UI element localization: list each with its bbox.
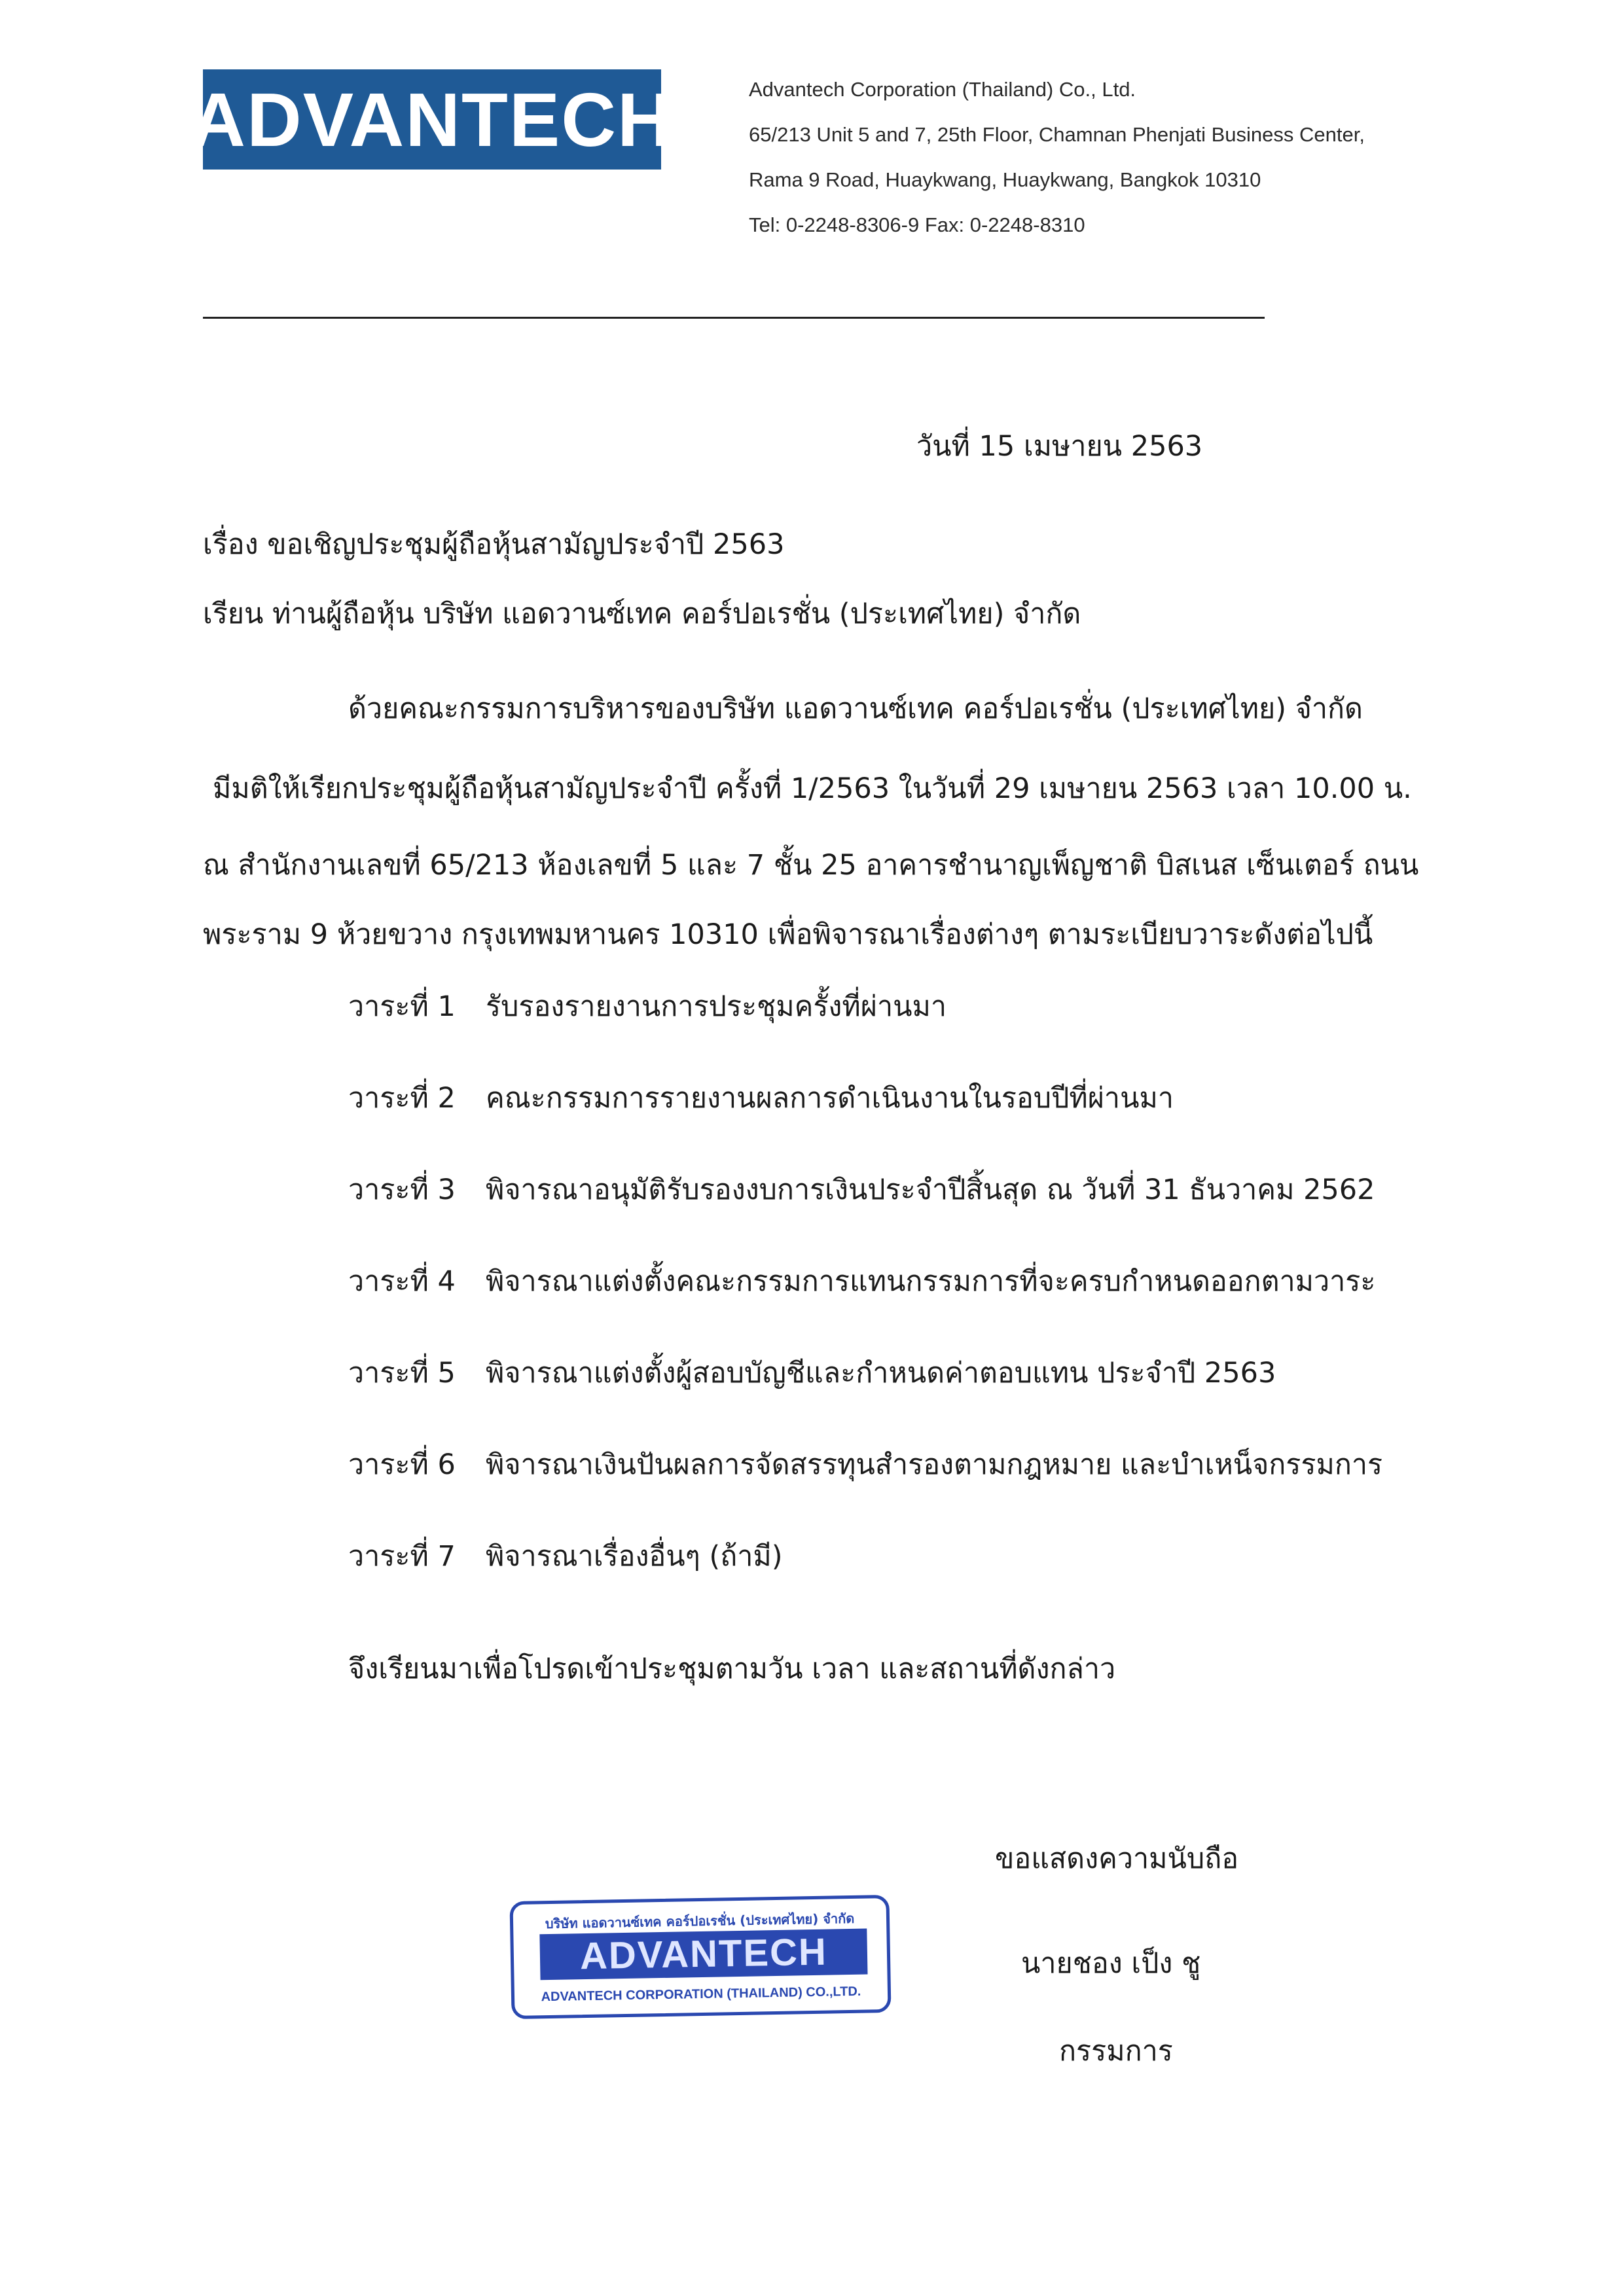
stamp-logo — [539, 1929, 867, 1981]
agenda-text: พิจารณาเงินปันผลการจัดสรรทุนสำรองตามกฎหมาย และบำเหน็จกรรมการ — [486, 1448, 1383, 1481]
letter-date: วันที่ 15 เมษายน 2563 — [916, 430, 1203, 463]
closing-sentence: จึงเรียนมาเพื่อโปรดเข้าประชุมตามวัน เวลา และสถานที่ดังกล่าว — [348, 1653, 1116, 1685]
stamp-logo-text: ADVANTECH — [579, 1930, 828, 1978]
company-info — [749, 73, 1534, 254]
body-line-2: มีมติให้เรียกประชุมผู้ถือหุ้นสามัญประจำปี ครั้งที่ 1/2563 ในวันที่ 29 เมษายน 2563 เวลา 10.00 น. — [213, 772, 1412, 805]
agenda-text: พิจารณาเรื่องอื่นๆ (ถ้ามี) — [486, 1540, 783, 1573]
signer-title: กรรมการ — [1059, 2035, 1173, 2068]
agenda-text: พิจารณาแต่งตั้งผู้สอบบัญชีและกำหนดค่าตอบแทน ประจำปี 2563 — [486, 1357, 1276, 1390]
stamp-english-name: ADVANTECH CORPORATION (THAILAND) CO.,LTD. — [541, 1984, 861, 2005]
agenda-list — [348, 987, 1592, 1628]
header-divider — [203, 317, 1265, 319]
agenda-number: วาระที่ 4 — [348, 1265, 456, 1298]
agenda-number: วาระที่ 7 — [348, 1540, 456, 1573]
letter-recipient: เรียน ท่านผู้ถือหุ้น บริษัท แอดวานซ์เทค คอร์ปอเรชั่น (ประเทศไทย) จำกัด — [203, 598, 1081, 630]
agenda-item-7 — [348, 1537, 1592, 1628]
company-logo — [190, 69, 674, 170]
address-line-2: Rama 9 Road, Huaykwang, Huaykwang, Bangkok 10310 — [749, 168, 1261, 191]
agenda-number: วาระที่ 2 — [348, 1082, 456, 1115]
contact-line: Tel: 0-2248-8306-9 Fax: 0-2248-8310 — [749, 213, 1085, 236]
agenda-item-3 — [348, 1170, 1592, 1262]
body-line-3: ณ สำนักงานเลขที่ 65/213 ห้องเลขที่ 5 และ 7 ชั้น 25 อาคารชำนาญเพ็ญชาติ บิสเนส เซ็นเตอร์ ถนน — [203, 849, 1419, 882]
address-line-1: 65/213 Unit 5 and 7, 25th Floor, Chamnan Phenjati Business Center, — [749, 123, 1365, 146]
signoff: ขอแสดงความนับถือ — [995, 1842, 1239, 1875]
agenda-number: วาระที่ 6 — [348, 1448, 456, 1481]
stamp-thai-name: บริษัท แอดวานซ์เทค คอร์ปอเรชั่น (ประเทศไทย) จำกัด — [545, 1910, 855, 1932]
agenda-text: คณะกรรมการรายงานผลการดำเนินงานในรอบปีที่ผ่านมา — [486, 1082, 1174, 1115]
agenda-item-5 — [348, 1354, 1592, 1445]
agenda-item-1 — [348, 987, 1592, 1079]
agenda-item-6 — [348, 1445, 1592, 1537]
agenda-number: วาระที่ 3 — [348, 1174, 456, 1206]
agenda-text: พิจารณาอนุมัติรับรองงบการเงินประจำปีสิ้นสุด ณ วันที่ 31 ธันวาคม 2562 — [486, 1174, 1375, 1206]
signer-name: นายชอง เป็ง ชู — [1021, 1947, 1201, 1980]
agenda-text: พิจารณาแต่งตั้งคณะกรรมการแทนกรรมการที่จะครบกำหนดออกตามวาระ — [486, 1265, 1376, 1298]
body-line-1: ด้วยคณะกรรมการบริหารของบริษัท แอดวานซ์เทค คอร์ปอเรชั่น (ประเทศไทย) จำกัด — [348, 692, 1363, 725]
company-stamp — [509, 1895, 891, 2019]
agenda-item-4 — [348, 1262, 1592, 1354]
body-line-4: พระราม 9 ห้วยขวาง กรุงเทพมหานคร 10310 เพื่อพิจารณาเรื่องต่างๆ ตามระเบียบวาระดังต่อไปนี้ — [203, 918, 1373, 951]
agenda-number: วาระที่ 5 — [348, 1357, 456, 1390]
company-name: Advantech Corporation (Thailand) Co., Ltd. — [749, 78, 1136, 101]
agenda-item-2 — [348, 1079, 1592, 1170]
agenda-number: วาระที่ 1 — [348, 990, 456, 1023]
logo-text: ADVANTECH — [190, 77, 674, 162]
agenda-text: รับรองรายงานการประชุมครั้งที่ผ่านมา — [486, 990, 947, 1023]
letter-subject: เรื่อง ขอเชิญประชุมผู้ถือหุ้นสามัญประจำปี 2563 — [203, 528, 785, 561]
